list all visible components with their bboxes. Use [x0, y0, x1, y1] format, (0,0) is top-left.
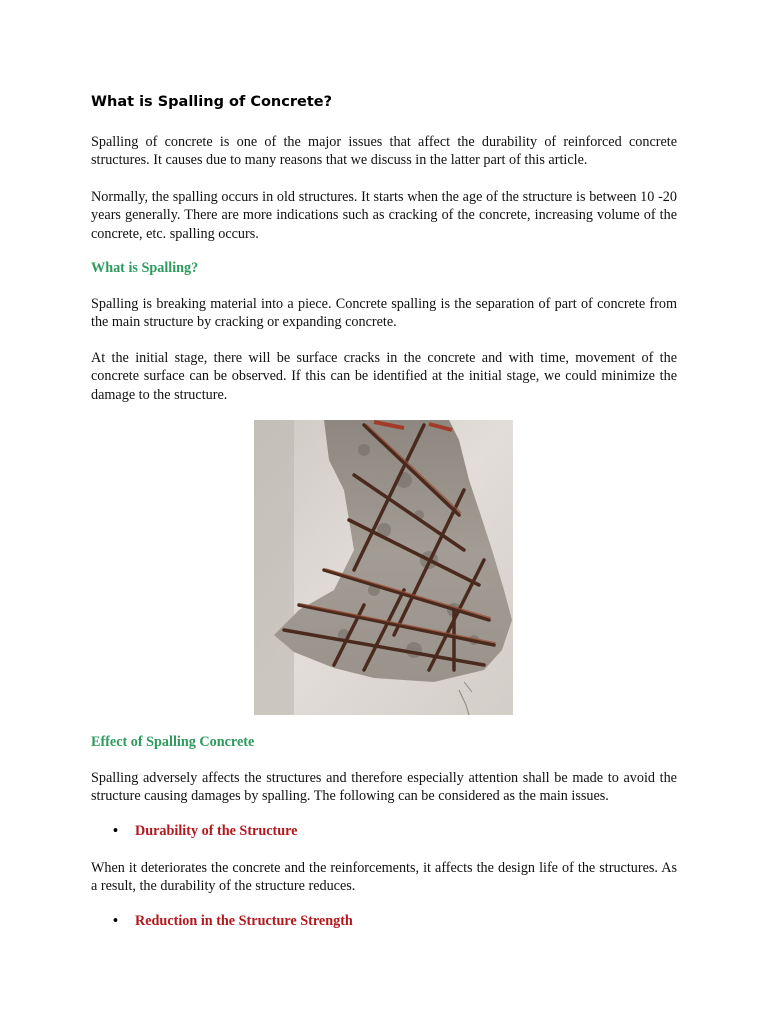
- bullet-strength-reduction: [113, 913, 353, 930]
- paragraph-initial-stage: At the initial stage, there will be surface cracks in the concrete and with time, movement of the concrete surface can be observed. If this can be identified at the initial stage, we could minimize the damage to the structure.: [91, 350, 677, 403]
- paragraph-intro: Spalling of concrete is one of the major issues that affect the durability of reinforced concrete structures. It causes due to many reasons that we discuss in the latter part of this article.: [91, 134, 677, 169]
- bullet-dot-icon: •: [113, 823, 118, 839]
- paragraph-effects: Spalling adversely affects the structures and therefore especially attention shall be made to avoid the structure causing damages by spalling. The following can be considered as the main issues.: [91, 770, 677, 805]
- paragraph-definition: Spalling is breaking material into a piece. Concrete spalling is the separation of part of concrete from the main structure by cracking or expanding concrete.: [91, 296, 677, 331]
- heading-effect-of-spalling: Effect of Spalling Concrete: [91, 734, 255, 750]
- bullet-dot-icon: •: [113, 913, 118, 929]
- spalled-concrete-photo: [254, 420, 513, 715]
- bullet-strength-label: Reduction in the Structure Strength: [135, 913, 353, 929]
- heading-what-is-spalling: What is Spalling?: [91, 260, 199, 276]
- bullet-durability: [113, 823, 297, 840]
- bullet-durability-label: Durability of the Structure: [135, 823, 298, 839]
- paragraph-old-structures: Normally, the spalling occurs in old structures. It starts when the age of the structure is between 10 -20 years generally. There are more indications such as cracking of the concrete, increasing volume of the concrete, etc. spalling occurs.: [91, 189, 677, 242]
- article-title: What is Spalling of Concrete?: [91, 94, 332, 110]
- paragraph-durability: When it deteriorates the concrete and the reinforcements, it affects the design life of the structures. As a result, the durability of the structure reduces.: [91, 860, 677, 895]
